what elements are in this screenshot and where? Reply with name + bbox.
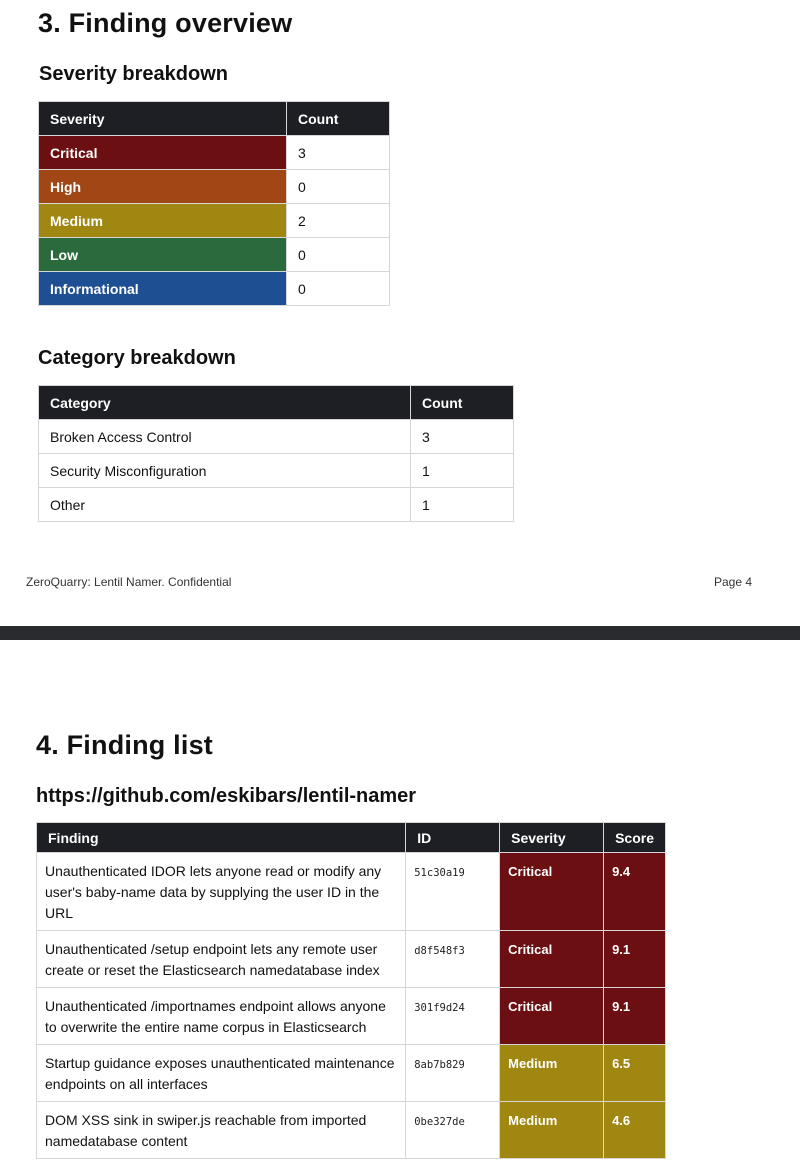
page-footer-confidential: ZeroQuarry: Lentil Namer. Confidential (26, 575, 232, 589)
category-breakdown-heading: Category breakdown (38, 347, 236, 369)
severity-count: 0 (287, 272, 390, 306)
column-header-count: Count (287, 102, 390, 136)
finding-id: 0be327de (406, 1102, 500, 1159)
finding-id: 8ab7b829 (406, 1045, 500, 1102)
table-row (37, 1102, 666, 1159)
category-label: Security Misconfiguration (39, 454, 411, 488)
finding-severity-badge: Critical (500, 988, 604, 1045)
finding-severity-badge: Medium (500, 1045, 604, 1102)
finding-title: DOM XSS sink in swiper.js reachable from imported namedatabase content (37, 1102, 406, 1159)
finding-id: d8f548f3 (406, 931, 500, 988)
finding-score: 9.1 (604, 931, 666, 988)
page-number: Page 4 (714, 575, 753, 589)
category-count: 3 (411, 420, 514, 454)
severity-count: 0 (287, 170, 390, 204)
finding-score: 4.6 (604, 1102, 666, 1159)
severity-count: 3 (287, 136, 390, 170)
finding-title: Unauthenticated /setup endpoint lets any remote user create or reset the Elasticsearch namedatabase index (37, 931, 406, 988)
table-row (37, 1045, 666, 1102)
table-header-row (39, 386, 514, 420)
finding-list-table (36, 822, 666, 1159)
finding-score: 9.4 (604, 853, 666, 931)
severity-breakdown-heading: Severity breakdown (39, 63, 228, 85)
table-row (37, 988, 666, 1045)
category-count: 1 (411, 454, 514, 488)
severity-label-critical: Critical (39, 136, 287, 170)
table-row (39, 454, 514, 488)
severity-label-low: Low (39, 238, 287, 272)
finding-severity-badge: Medium (500, 1102, 604, 1159)
column-header-score: Score (604, 823, 666, 853)
table-row (39, 420, 514, 454)
table-row (39, 204, 390, 238)
finding-title: Unauthenticated /importnames endpoint allows anyone to overwrite the entire name corpus in Elasticsearch (37, 988, 406, 1045)
section-heading-finding-overview: 3. Finding overview (38, 8, 293, 38)
finding-id: 51c30a19 (406, 853, 500, 931)
page-divider (0, 626, 800, 640)
column-header-severity: Severity (39, 102, 287, 136)
table-row (39, 488, 514, 522)
severity-label-high: High (39, 170, 287, 204)
column-header-category: Category (39, 386, 411, 420)
finding-title: Unauthenticated IDOR lets anyone read or modify any user's baby-name data by supplying the user ID in the URL (37, 853, 406, 931)
table-header-row (37, 823, 666, 853)
table-row (39, 272, 390, 306)
column-header-severity: Severity (500, 823, 604, 853)
finding-score: 6.5 (604, 1045, 666, 1102)
finding-severity-badge: Critical (500, 931, 604, 988)
severity-label-informational: Informational (39, 272, 287, 306)
severity-breakdown-table (38, 101, 390, 306)
finding-title: Startup guidance exposes unauthenticated maintenance endpoints on all interfaces (37, 1045, 406, 1102)
finding-score: 9.1 (604, 988, 666, 1045)
table-row (37, 931, 666, 988)
category-breakdown-table (38, 385, 514, 522)
table-row (37, 853, 666, 931)
column-header-count: Count (411, 386, 514, 420)
category-label: Other (39, 488, 411, 522)
category-label: Broken Access Control (39, 420, 411, 454)
finding-id: 301f9d24 (406, 988, 500, 1045)
finding-severity-badge: Critical (500, 853, 604, 931)
repository-url-heading: https://github.com/eskibars/lentil-namer (36, 785, 417, 807)
category-count: 1 (411, 488, 514, 522)
severity-count: 0 (287, 238, 390, 272)
table-header-row (39, 102, 390, 136)
report-page-5 (0, 640, 800, 1168)
table-row (39, 238, 390, 272)
table-row (39, 170, 390, 204)
table-row (39, 136, 390, 170)
section-heading-finding-list: 4. Finding list (36, 730, 213, 760)
column-header-id: ID (406, 823, 500, 853)
severity-count: 2 (287, 204, 390, 238)
severity-label-medium: Medium (39, 204, 287, 238)
column-header-finding: Finding (37, 823, 406, 853)
